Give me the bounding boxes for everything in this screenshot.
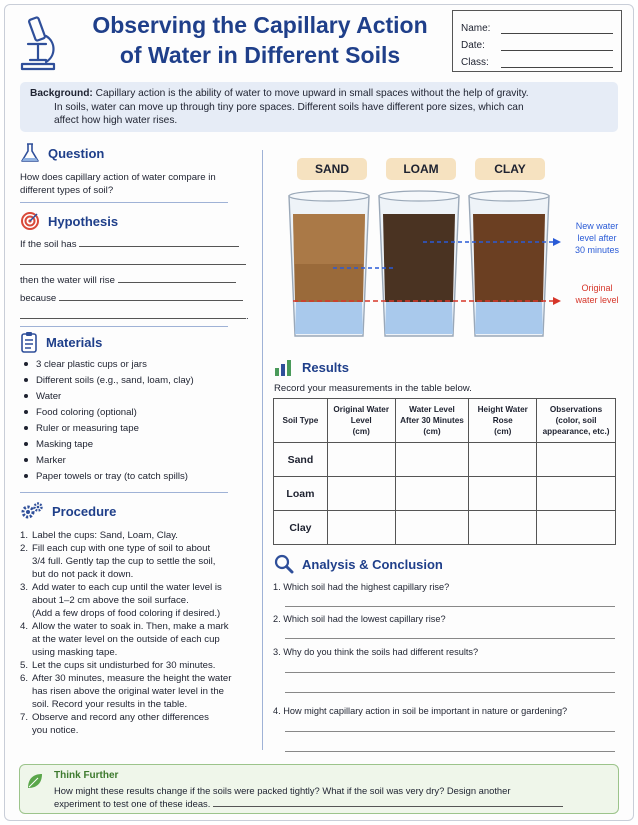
think-further-title: Think Further: [54, 770, 119, 781]
entry-cell[interactable]: [395, 443, 469, 477]
background-text-3: affect how high water rises.: [54, 115, 178, 126]
hypothesis-title: Hypothesis: [48, 213, 119, 229]
column-header-line: appearance, etc.): [542, 427, 610, 436]
step-text: Observe and record any other differences: [32, 712, 209, 723]
student-info-box: [452, 10, 622, 72]
step-text: Add water to each cup until the water level is: [32, 582, 222, 593]
column-header: [395, 399, 469, 443]
original-level-text-1: Original: [581, 283, 613, 293]
new-level-text-1: New water: [575, 221, 619, 231]
gears-icon: [20, 501, 44, 521]
results-body: [274, 443, 616, 545]
answer-line-1[interactable]: [285, 606, 615, 607]
step-number: 2.: [20, 543, 29, 554]
new-level-annotation: [568, 220, 626, 256]
answer-line-2[interactable]: [285, 638, 615, 639]
column-header-line: Water Level: [409, 405, 455, 414]
column-header-line: Observations: [549, 405, 603, 414]
column-header: [274, 399, 328, 443]
section-divider: [20, 492, 228, 493]
hypothesis-if-label: If the soil has: [20, 239, 77, 250]
think-further-box: [19, 764, 619, 814]
step-text: you notice.: [32, 725, 79, 736]
hypothesis-period: .: [246, 311, 249, 322]
analysis-heading: [274, 554, 443, 574]
materials-item: Food coloring (optional): [22, 406, 252, 422]
original-level-text-2: water level: [575, 295, 619, 305]
new-level-arrow: [553, 238, 561, 246]
class-label: Class:: [461, 57, 489, 68]
procedure-title: Procedure: [52, 503, 117, 519]
results-heading: [274, 358, 349, 376]
question-line-1: How does capillary action of water compare in: [20, 172, 216, 183]
hypothesis-if-blank[interactable]: [79, 238, 239, 247]
analysis-title: Analysis & Conclusion: [302, 556, 443, 572]
step-text: soil. Record your results in the table.: [32, 699, 188, 710]
column-header-line: Level: [350, 416, 372, 425]
soil-label-clay: CLAY: [475, 158, 545, 180]
entry-cell[interactable]: [537, 477, 616, 511]
cup-loam: [379, 191, 459, 336]
title-line-1: Observing the Capillary Action: [92, 12, 428, 38]
entry-cell[interactable]: [327, 443, 395, 477]
hypothesis-because-blank[interactable]: [59, 292, 243, 301]
procedure-step: [20, 581, 260, 620]
title-line-2: of Water in Different Soils: [119, 42, 401, 68]
hypothesis-if-blank-2[interactable]: [20, 256, 246, 265]
flask-icon: [20, 142, 40, 164]
procedure-step: [20, 620, 260, 659]
column-header-line: (cm): [423, 427, 441, 436]
soil-type-cell: Loam: [274, 477, 328, 511]
step-number: 5.: [20, 660, 29, 671]
step-text: Let the cups sit undisturbed for 30 minutes.: [32, 660, 216, 671]
materials-heading: [20, 331, 102, 353]
section-divider: [20, 202, 228, 203]
step-text: using masking tape.: [32, 647, 118, 658]
answer-line-3b[interactable]: [285, 692, 615, 693]
step-text: 3/4 full. Gently tap the cup to settle the soil,: [32, 556, 216, 567]
date-field[interactable]: [501, 41, 613, 51]
procedure-step: [20, 529, 260, 542]
materials-item: Ruler or measuring tape: [22, 422, 252, 438]
hypothesis-form: [20, 238, 250, 328]
hypothesis-because-blank-2[interactable]: [20, 310, 246, 319]
table-row: [274, 477, 616, 511]
think-further-text: [54, 784, 563, 810]
materials-item: Paper towels or tray (to catch spills): [22, 470, 252, 486]
step-text: Allow the water to soak in. Then, make a mark: [32, 621, 229, 632]
entry-cell[interactable]: [395, 477, 469, 511]
materials-list: [22, 358, 252, 486]
step-text: Fill each cup with one type of soil to about: [32, 543, 211, 554]
original-level-arrow: [553, 297, 561, 305]
procedure-step: [20, 711, 260, 737]
step-text: has risen above the original water level in the: [32, 686, 224, 697]
materials-item: Different soils (e.g., sand, loam, clay): [22, 374, 252, 390]
results-table: [273, 398, 616, 545]
target-icon: [20, 211, 40, 231]
entry-cell[interactable]: [537, 511, 616, 545]
materials-item: Marker: [22, 454, 252, 470]
name-label: Name:: [461, 23, 491, 34]
bar-chart-icon: [274, 358, 294, 376]
results-intro: Record your measurements in the table below.: [274, 383, 472, 394]
column-header: [537, 399, 616, 443]
analysis-question-1: 1. Which soil had the highest capillary rise?: [273, 582, 450, 592]
date-label: Date:: [461, 40, 485, 51]
step-text: (Add a few drops of food coloring if desired.): [32, 608, 221, 619]
original-level-annotation: [568, 282, 626, 306]
column-header-line: Original Water: [333, 405, 390, 414]
results-title: Results: [302, 359, 349, 375]
procedure-heading: [20, 501, 116, 521]
hypothesis-because-label: because: [20, 293, 57, 304]
table-row: [274, 443, 616, 477]
soil-label-sand: SAND: [297, 158, 367, 180]
think-further-line-2: experiment to test one of these ideas.: [54, 798, 211, 809]
materials-item: Water: [22, 390, 252, 406]
column-header-line: (cm): [352, 427, 370, 436]
class-field[interactable]: [501, 58, 613, 68]
column-header-line: After 30 Minutes: [400, 416, 464, 425]
entry-cell[interactable]: [395, 511, 469, 545]
new-level-text-2: level after: [577, 233, 617, 243]
column-header-line: (color, soil: [555, 416, 597, 425]
column-header-line: Rose: [492, 416, 513, 425]
section-divider: [20, 326, 228, 327]
clipboard-icon: [20, 331, 38, 353]
question-heading: [20, 142, 104, 164]
materials-item: 3 clear plastic cups or jars: [22, 358, 252, 374]
procedure-step: [20, 542, 260, 581]
soil-type-cell: Clay: [274, 511, 328, 545]
step-number: 7.: [20, 712, 29, 723]
background-label: Background:: [30, 88, 93, 99]
step-number: 4.: [20, 621, 29, 632]
think-further-blank[interactable]: [213, 798, 563, 807]
materials-item: Masking tape: [22, 438, 252, 454]
table-row: [274, 511, 616, 545]
step-text: at the water level on the outside of each cup: [32, 634, 220, 645]
soil-type-cell: Sand: [274, 443, 328, 477]
step-text: Label the cups: Sand, Loam, Clay.: [32, 530, 178, 541]
hypothesis-then-blank[interactable]: [118, 274, 236, 283]
entry-cell[interactable]: [469, 511, 537, 545]
background-text-2: In soils, water can move up through tiny pore spaces. Different soils have different pore sizes, which can: [54, 101, 524, 113]
column-header-line: (cm): [494, 427, 512, 436]
new-level-text-3: 30 minutes: [574, 245, 620, 255]
step-number: 6.: [20, 673, 29, 684]
column-divider: [262, 150, 263, 750]
materials-title: Materials: [46, 334, 103, 350]
think-further-line-1: How might these results change if the soils were packed tightly? What if the soil was very dry? Design another: [54, 785, 511, 796]
analysis-question-4: 4. How might capillary action in soil be important in nature or gardening?: [273, 706, 568, 716]
leaf-icon: [26, 772, 44, 790]
column-header-line: Height Water: [477, 405, 528, 414]
step-text: about 1–2 cm above the soil surface.: [32, 595, 189, 606]
magnifier-icon: [274, 554, 294, 574]
cup-clay: [469, 191, 549, 336]
entry-cell[interactable]: [327, 477, 395, 511]
page-title: [70, 10, 450, 70]
soil-label-loam: LOAM: [386, 158, 456, 180]
procedure-list: [20, 529, 260, 737]
background-box: [20, 82, 618, 132]
question-text: [20, 171, 216, 197]
entry-cell[interactable]: [327, 511, 395, 545]
entry-cell[interactable]: [469, 443, 537, 477]
soil-cups-illustration: [283, 184, 623, 344]
microscope-icon: [16, 14, 60, 74]
name-field[interactable]: [501, 24, 613, 34]
cup-sand: [289, 191, 369, 336]
question-line-2: different types of soil?: [20, 185, 114, 196]
background-text-1: Capillary action is the ability of water to move upward in small spaces without the help of gravity.: [92, 88, 529, 99]
hypothesis-heading: [20, 211, 118, 231]
entry-cell[interactable]: [537, 443, 616, 477]
procedure-step: [20, 659, 260, 672]
step-text: After 30 minutes, measure the height the water: [32, 673, 232, 684]
question-title: Question: [48, 145, 105, 161]
results-header-row: [274, 399, 616, 443]
entry-cell[interactable]: [469, 477, 537, 511]
answer-line-4b[interactable]: [285, 751, 615, 752]
column-header-line: Soil Type: [282, 416, 319, 425]
step-number: 1.: [20, 530, 29, 541]
column-header: [327, 399, 395, 443]
answer-line-3a[interactable]: [285, 672, 615, 673]
analysis-question-2: 2. Which soil had the lowest capillary rise?: [273, 614, 446, 624]
step-text: but do not pack it down.: [32, 569, 134, 580]
analysis-question-3: 3. Why do you think the soils had different results?: [273, 647, 479, 657]
hypothesis-then-label: then the water will rise: [20, 275, 115, 286]
column-header: [469, 399, 537, 443]
procedure-step: [20, 672, 260, 711]
answer-line-4a[interactable]: [285, 731, 615, 732]
step-number: 3.: [20, 582, 29, 593]
